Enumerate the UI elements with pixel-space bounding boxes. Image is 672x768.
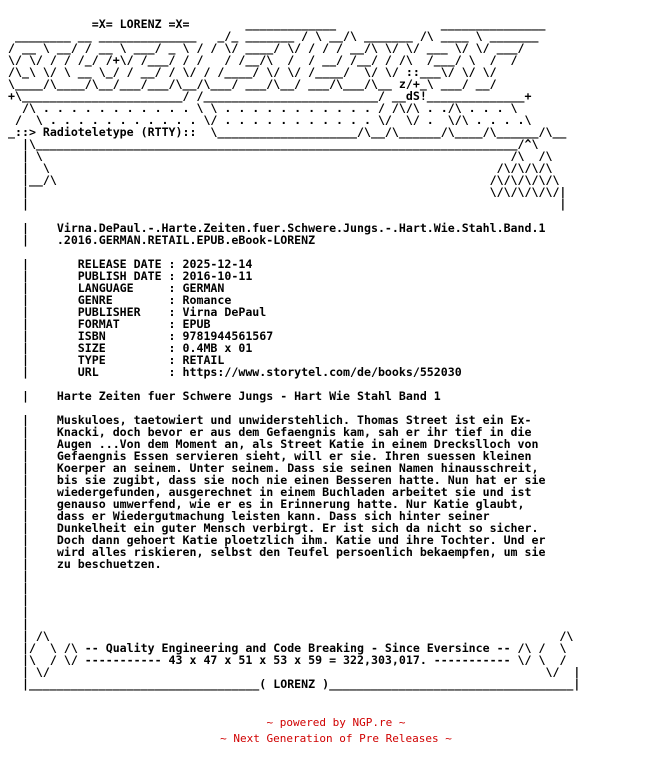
ascii-logo: =X= LORENZ =X= _____________ _______________ ________ __ ______________ _/_ _______ / \ __/\ _______ /\ ____ \ _______ / __ \ __/ / __ \ ___/ _ \ / / \/ ____/ \/ / / / __/\ \/ \/ ___ \/ \/ ___/ \/ \/ / / /_/ /+\/ /___/ / / / /__/\ / / __/ /__/ / /\ /___/ \ / / /\_\ \/ \ __ \_/ / __/ / \/ / /____/ \/ \/ /____/ \/ \/ ::___\/ \/ \/ \____/\____/\__/___/___/\__/\___/ ___/\__/ ___/\___/\__ z/+_\ ___/ __/ +\_______________________/ /_________________________/ __dS!______________+ /\ . . . . . . . . . . . \ \ . . . . . . . . . . . / /\/\ . ./\ . . . \ / \ . . . . . . . . . . . \/ . . . . . . . . . . . \/ \/ . \/\ . . . .\ _ [8,17,546,139]
group-tail: \____________________/\__/\______/\____/\______/\__ [196,125,567,139]
box-top-art: |\_____________________________________________________________________/^\ | \ /\ /\ | \ /\/\/\/\ |__/\ /\/\/\/\/\ | \/\/\/\/\/| | | [21,137,567,211]
box-bottom: |_________________________________( LORENZ )___________________________________| [8,677,581,691]
release-name: | Virna.DePaul.-.Harte.Zeiten.fuer.Schwere.Jungs.-.Hart.Wie.Stahl.Band.1 | .2016.GERMAN.RETAIL.EPUB.eBook-LORENZ [21,221,546,247]
powered-by-text: ~ powered by NGP.re ~ [266,716,406,729]
group-line: ::> Radioteletype (RTTY):: [14,125,197,139]
nfo-art: =X= LORENZ =X= _____________ _______________ ________ __ ______________ _/_ _______ / \ __/\ _______ /\ ____ \ _______ / __ \ __/ / __ \ ___/ _ \ / / \/ ____/ \/ / / / __/\ \/ \/ ___ \/ \/ ___/ \/ \/ / / /_/ /+\/ /___/ / / / /__/\ / / __/ /__/ / /\ /___/ \ / / /\_\ \/ \ __ \_/ / __/ / \/ / /____/ \/ \/ /____/ \/ \/ ::___\/ \/ \/ \____/\____/\__/___/___/\__/\___/ ___/\__/ ___/\___/\__ z/+_\ ___/ __/ +\_______________________/ /_________________________/ __dS!______________+ /\ . . . . . . . . . . . \ \ . . . . . . . . . . . / /\/\ . ./\ . . . \ / \ . . . . . . . . . . . \/ . . . . . . . . . . . \/ \/ . \/\ . . . .\ _::> Radioteletype (RTTY):: \____________________/\__/\______/\____/\______/\__ |\_____________________________________________________________________/^\ | \ /\ /\ | \ /\/\/\/\ |__/\ /\/\/\/\/\ | \/\/\/\/\/| | | | Virna.DePaul.-.Harte.Zeiten.fuer.Schwere.Jungs.-.Hart.Wie.Stahl.Band.1 | .2016.GERMAN.RETAIL.EPUB.eBook-LORENZ | RELEASE DATE : 2025-12-14 | PUBLISH DATE : 2016-10-11 | LANGUAGE : GERMAN | GENRE : Romance | PUBLISHER : Virna DePaul | FORMAT : EPUB | ISBN : 9781944561567 | SIZE : 0.4MB x 01 | TYPE : RETAIL | URL : https://www.storytel.com/de/books/552030 | Harte Zeiten fuer Schwere Jungs - Hart Wie Stahl Band 1 | Muskuloes, taetowiert und unwiderstehlich. Thomas Street ist ein Ex- | Knacki, doch bevor er aus dem Gefaengnis kam, sah er ihr tief in die | Augen ...Von dem Moment an, als Street Katie in einem Dreckslloch von | Gefaengnis Essen servieren sieht, will er sie. Ihren suessen kleinen | Koerper an seinem. Unter seinem. Dass sie seinen Namen hinausschreit, | bis sie zugibt, dass sie noch nie einen Besseren hatte. Nun hat er sie | wiedergefunden, ausgerechnet in einem Buchladen arbeitet sie und ist | genauso umwerfend, wie er es in Erinnerung hatte. Nur Katie glaubt, | dass er Wiedergutmachung leisten kann. Dass sich hinter seiner | Dunkelheit ein guter Mensch verbirgt. Er ist sich da nicht so sicher. | Doch dann gehoert Katie ploetzlich ihm. Katie und ihre Tochter. Und er | wird alles riskieren, selbst den Teufel persoenlich bekaempfen, um sie | zu beschuetzen. | | | | | | /\ /\ |/ \ /\ -- Quality Engineering and Code Breaking - Since Eversince -- /\ / \ |\ / \/ ----------- 43 x 47 x 51 x 53 x 59 = 322,303,017. ----------- \/ \ / | \/ \/ | |_________________________________( LORENZ )___________________________________| [8,17,581,691]
book-title: | Harte Zeiten fuer Schwere Jungs - Hart Wie Stahl Band 1 [8,389,441,403]
math-line: ----------- 43 x 47 x 51 x 53 x 59 = 322,303,017. ----------- [84,653,511,667]
tagline-text: ~ Next Generation of Pre Releases ~ [220,732,452,745]
book-description: | Muskuloes, taetowiert und unwiderstehlich. Thomas Street ist ein Ex- | Knacki, doch bevor er aus dem Gefaengnis kam, sah er ihr tief in die | Augen ...Von dem Moment an, als Street Katie in einem Dreckslloch von | Gefaengnis Essen servieren sieht, will er sie. Ihren suessen kleinen | Koerper an seinem. Unter seinem. Dass sie seinen Namen hinausschreit, | bis sie zugibt, dass sie noch nie einen Besseren hatte. Nun hat er sie | wiedergefunden, ausgerechnet in einem Buchladen arbeitet sie und ist | genauso umwerfend, wie er es in Erinnerung hatte. Nur Katie glaubt, | dass er Wiedergutmachung leisten kann. Dass sich hinter seiner | Dunkelheit ein guter Mensch verbirgt. Er ist sich da nicht so sicher. | Doch dann gehoert Katie ploetzlich ihm. Katie und ihre Tochter. Und er | wird alles riskieren, selbst den Teufel persoenlich bekaempfen, um sie | zu beschuetzen. [21,413,546,571]
release-info: | RELEASE DATE : 2025-12-14 | PUBLISH DATE : 2016-10-11 | LANGUAGE : GERMAN | GENRE : Romance | PUBLISHER : Virna DePaul | FORMAT : EPUB | ISBN : 9781944561567 | SIZE : 0.4MB x 01 | TYPE : RETAIL | URL : https://www.storytel.com/de/books/552030 [21,257,462,379]
quality-line: -- Quality Engineering and Code Breaking - Since Eversince -- [84,641,511,655]
